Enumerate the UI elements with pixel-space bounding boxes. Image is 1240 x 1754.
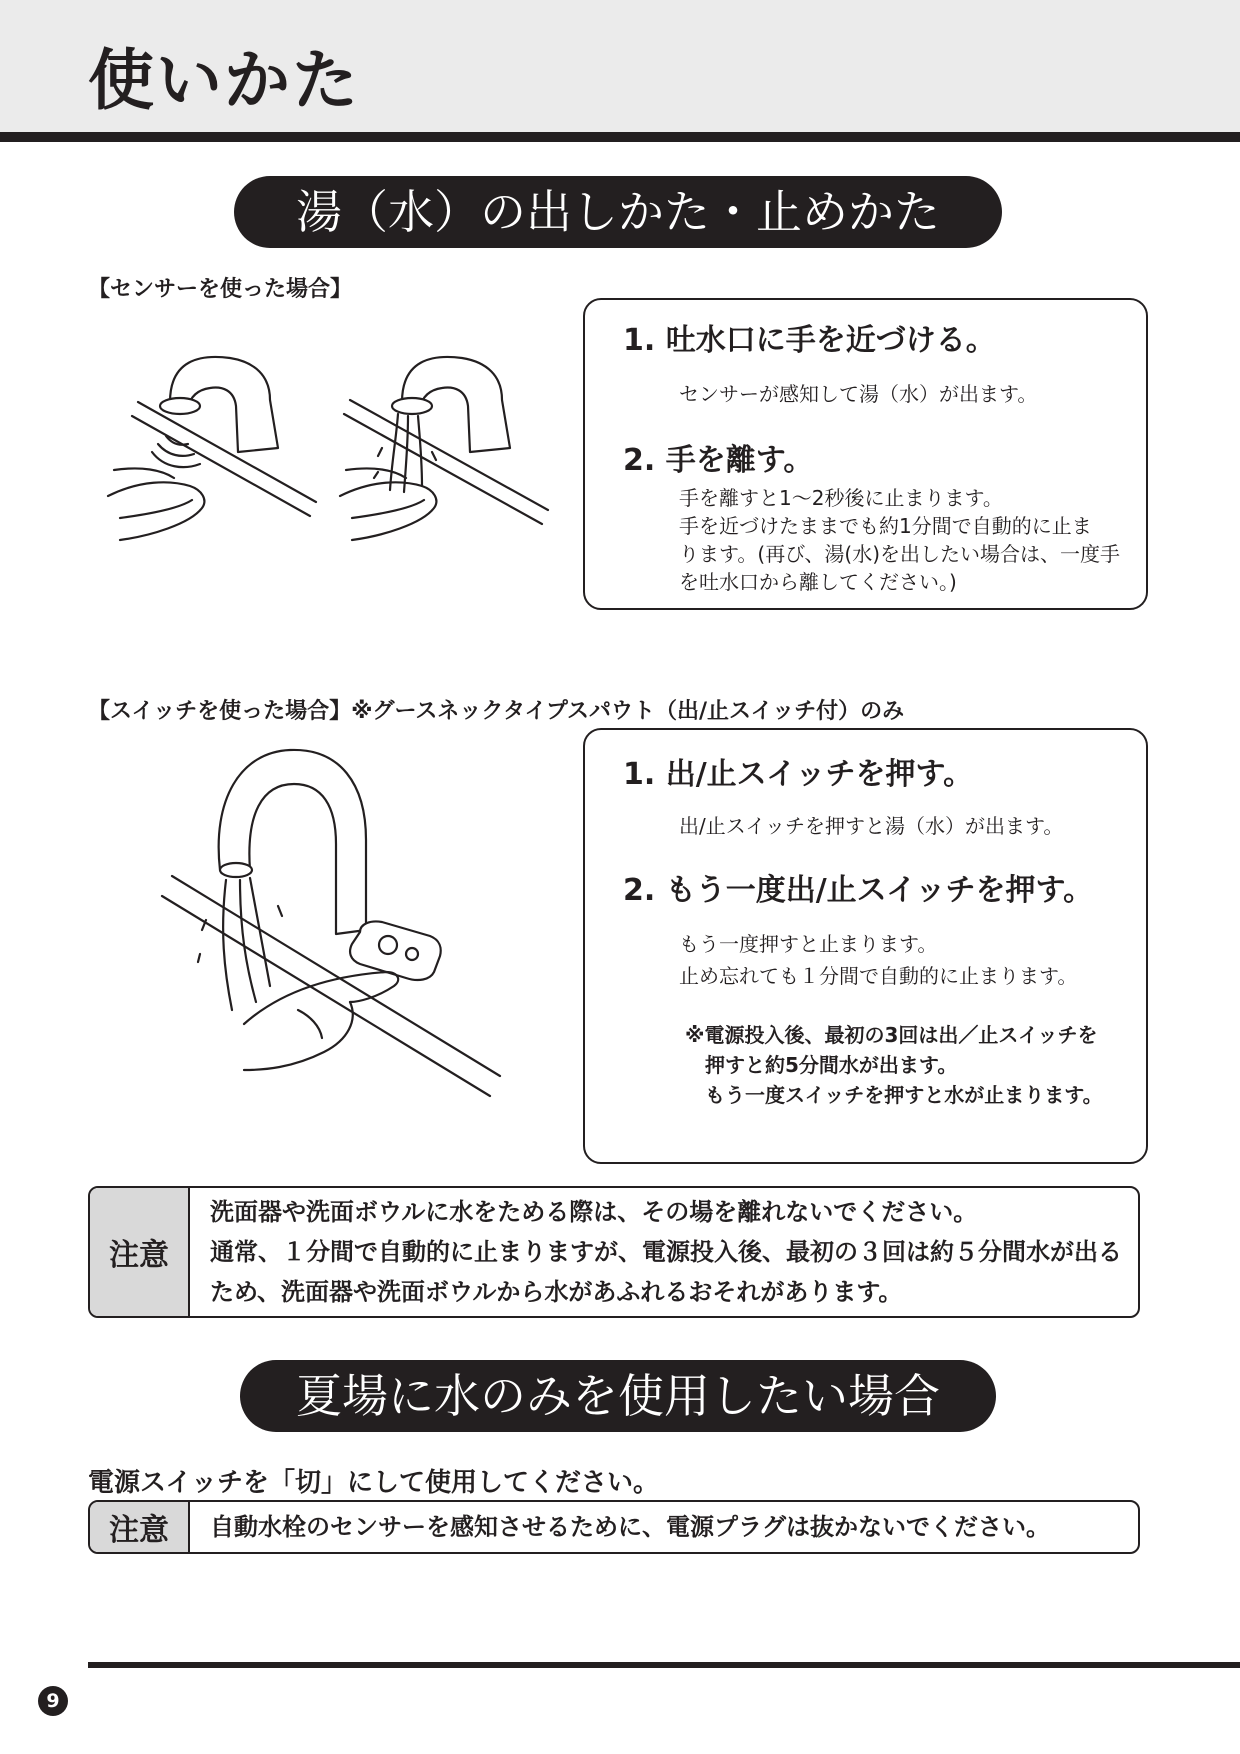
text-line: 手を離すと1～2秒後に止まります。 (679, 486, 1003, 510)
switch-step1-title: 1. 出/止スイッチを押す。 (623, 757, 974, 792)
text-line: ります。(再び、湯(水)を出したい場合は、一度手 (679, 542, 1121, 566)
text-line: もう一度押すと止まります。 (679, 932, 938, 956)
faucet-sensing-drawing (108, 357, 316, 540)
switch-note (685, 1020, 1145, 1110)
sensor-label: 【センサーを使った場合】 (88, 277, 353, 302)
text-line: 手を近づけたままでも約1分間で自動的に止ま (679, 514, 1092, 538)
switch-label: 【スイッチを使った場合】※グースネックタイプスパウト（出/止スイッチ付）のみ (88, 699, 905, 724)
sensor-step2-title: 2. 手を離す。 (623, 443, 814, 478)
section-heading-usage: 湯（水）の出しかた・止めかた (234, 176, 1002, 248)
header-rule (0, 132, 1240, 142)
caution-line: 通常、１分間で自動的に止まりますが、電源投入後、最初の３回は約５分間水が出る (210, 1238, 1122, 1266)
caution-box-overflow (88, 1186, 1140, 1318)
page-title: 使いかた (88, 42, 360, 119)
text-line: 止め忘れても１分間で自動的に止まります。 (679, 964, 1078, 988)
switch-step1-text: 出/止スイッチを押すと湯（水）が出ます。 (679, 814, 1064, 838)
sensor-step2-text (679, 484, 1139, 596)
caution-tag: 注意 (90, 1502, 190, 1552)
caution-line: ため、洗面器や洗面ボウルから水があふれるおそれがあります。 (210, 1278, 903, 1306)
gooseneck-faucet-illustration (160, 740, 520, 1080)
switch-step2-text (679, 928, 1077, 992)
switch-step2-title: 2. もう一度出/止スイッチを押す。 (623, 873, 1094, 908)
note-line: もう一度スイッチを押すと水が止まります。 (705, 1083, 1103, 1107)
caution-text: 自動水栓のセンサーを感知させるために、電源プラグは抜かないでください。 (210, 1513, 1050, 1541)
section-heading-summer: 夏場に水のみを使用したい場合 (240, 1360, 996, 1432)
sensor-step1-title: 1. 吐水口に手を近づける。 (623, 323, 996, 358)
caution-text (190, 1188, 1122, 1316)
sensor-steps-box (583, 298, 1148, 610)
summer-instruction: 電源スイッチを「切」にして使用してください。 (88, 1468, 659, 1498)
caution-tag: 注意 (90, 1188, 190, 1316)
footer-rule (88, 1662, 1240, 1668)
text-line: を吐水口から離してください。) (679, 570, 957, 594)
caution-line: 洗面器や洗面ボウルに水をためる際は、その場を離れないでください。 (210, 1198, 978, 1226)
switch-steps-box (583, 728, 1148, 1164)
page-number: 9 (38, 1686, 68, 1716)
note-line: 押すと約5分間水が出ます。 (705, 1053, 958, 1077)
note-line: ※電源投入後、最初の3回は出／止スイッチを (685, 1023, 1098, 1047)
sensor-step1-text: センサーが感知して湯（水）が出ます。 (679, 382, 1038, 406)
faucet-flowing-drawing (340, 357, 548, 540)
caution-box-plug (88, 1500, 1140, 1554)
sensor-faucet-illustration (130, 340, 550, 560)
